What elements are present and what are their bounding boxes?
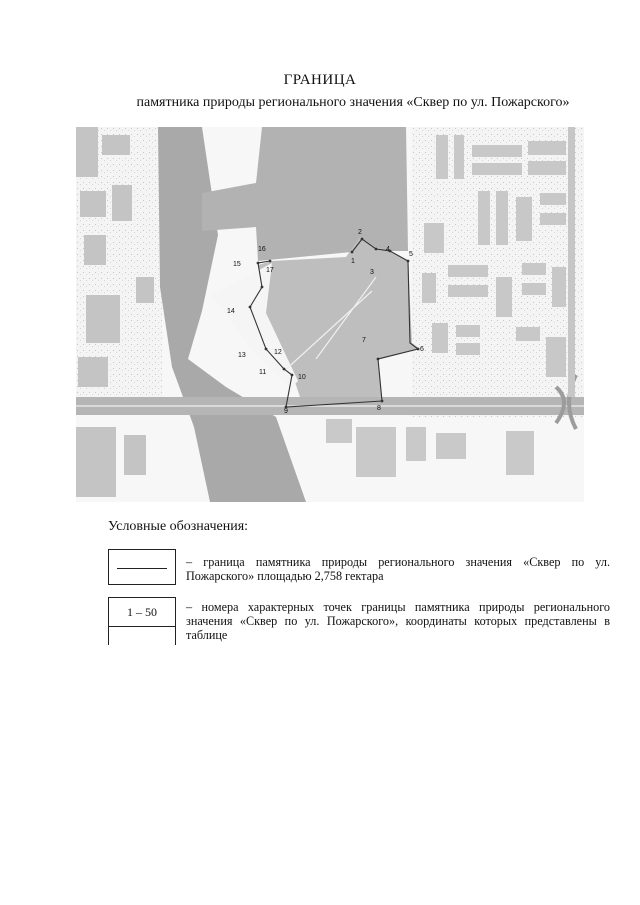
page-title: ГРАНИЦА bbox=[283, 72, 357, 88]
point-label-13: 13 bbox=[238, 352, 246, 359]
point-label-7: 7 bbox=[362, 337, 366, 344]
point-label-9: 9 bbox=[284, 408, 288, 415]
point-label-15: 15 bbox=[233, 261, 241, 268]
north-road-right bbox=[568, 127, 575, 397]
map-svg bbox=[76, 127, 584, 502]
point-label-4: 4 bbox=[386, 246, 390, 253]
point-label-17: 17 bbox=[266, 267, 274, 274]
point-label-12: 12 bbox=[274, 349, 282, 356]
legend-text-points: – номера характерных точек границы памятника природы регионального значения «Сквер по ул. Пожарского», координаты которых представлены в таблице bbox=[186, 600, 610, 642]
legend-heading: Условные обозначения: bbox=[108, 519, 249, 534]
map-figure bbox=[76, 127, 584, 502]
legend-item-points bbox=[108, 597, 610, 645]
legend-item-boundary bbox=[108, 549, 610, 585]
point-label-8: 8 bbox=[377, 405, 381, 412]
page-subtitle: памятника природы регионального значения «Сквер по ул. Пожарского» bbox=[136, 95, 570, 110]
point-label-3: 3 bbox=[370, 269, 374, 276]
point-label-14: 14 bbox=[227, 308, 235, 315]
legend-number-range: 1 – 50 bbox=[127, 605, 157, 619]
point-label-2: 2 bbox=[358, 229, 362, 236]
point-label-10: 10 bbox=[298, 374, 306, 381]
legend-symbol-line bbox=[108, 549, 176, 585]
legend-symbol-numbers bbox=[108, 597, 176, 627]
point-label-1: 1 bbox=[351, 258, 355, 265]
point-label-5: 5 bbox=[409, 251, 413, 258]
boundary-line-sample bbox=[117, 568, 167, 569]
point-label-6: 6 bbox=[420, 346, 424, 353]
point-label-11: 11 bbox=[259, 369, 267, 376]
legend-text-boundary: – граница памятника природы регионального значения «Сквер по ул. Пожарского» площадью 2,758 гектара bbox=[186, 555, 610, 583]
legend-symbol-empty-cell bbox=[108, 626, 176, 645]
point-label-16: 16 bbox=[258, 246, 266, 253]
